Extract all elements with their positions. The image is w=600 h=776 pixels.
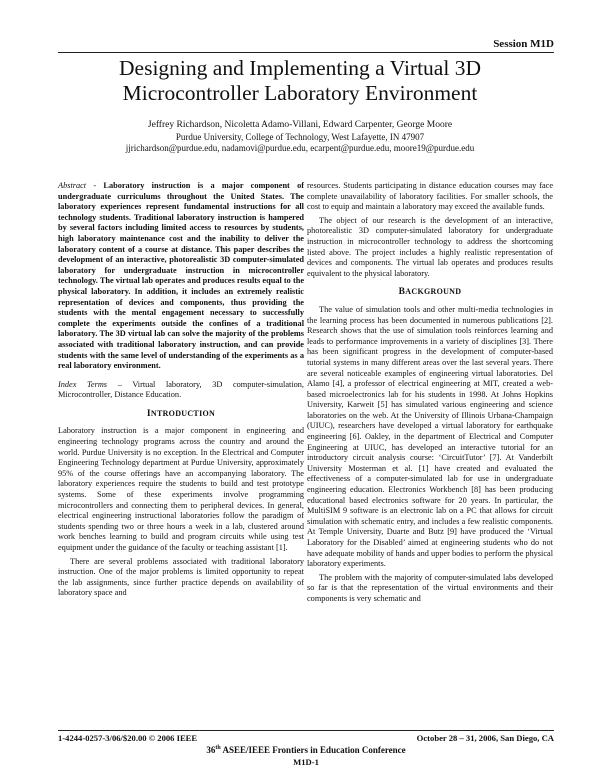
background-paragraph-2: The problem with the majority of computer-simulated labs developed so far is that the representation of the virtual environments and their components is very schematic and	[307, 572, 553, 603]
footer-rule	[58, 730, 554, 731]
index-terms-text: – Virtual laboratory, 3D computer-simulation, Microcontroller, Distance Education.	[58, 379, 305, 400]
background-paragraph-1: The value of simulation tools and other multi-media technologies in the learning process has been documented in numerous publications [2]. Research shows that the use of simulation tools reinforces learning and leads to performance improvements in a variety of disciplines [3]. There has been significant progress in the development of computer-based tutorial systems in many different areas over the last several years. There are several noticeable examples of engineering virtual laboratories. Del Alamo [4], a professor of electrical engineering at MIT, created a web-based microelectronics lab for his students in 1998. At Johns Hopkins University, Karweit [5] has simulated various engineering and science laboratories on the web. At the University of Illinois Urbana-Champaign (UIUC), researchers have developed a virtual laboratory for earthquake engineering [6]. Oakley, in the department of Electrical and Computer Engineering at UIUC, has developed an interactive tutorial for an introductory circuit analysis course: ‘CircuitTutor’ [7]. At Vanderbilt University Mosterman et al. [1] have created and evaluated the effectiveness of a computer-simulated lab for use in undergraduate engineering education. Electronics Workbench [8] has been producing educational based electronics software for 20 years. In particular, the MultiSIM 9 software is an electronic lab on a PC that allows for circuit simulation with schematic entry, and includes a few realistic components. At Temple University, Duarte and Butz [9] have produced the ‘Virtual Laboratory for the Disabled’ aimed at engineering students who do not have adequate mobility of hands and upper bodies to perform the physical laboratory experiments.	[307, 304, 553, 569]
index-terms	[58, 380, 304, 401]
section-heading-introduction: INTRODUCTION	[146, 408, 216, 419]
session-label: Session M1D	[493, 38, 554, 50]
header-rule	[58, 52, 554, 53]
author-emails: jjrichardson@purdue.edu, nadamovi@purdue.edu, ecarpent@purdue.edu, moore19@purdue.edu	[125, 143, 475, 153]
footer-date: October 28 – 31, 2006, San Diego, CA	[416, 733, 554, 743]
abstract-lead: Abstract -	[58, 181, 97, 190]
title-line-2: Microcontroller Laboratory Environment	[122, 81, 478, 105]
left-column	[58, 181, 304, 602]
abstract	[58, 181, 304, 372]
intro-continued-paragraph: resources. Students participating in distance education courses may face complete unavailability of laboratory facilities. For smaller schools, the cost to equip and maintain a laboratory may exceed the available funds.	[307, 181, 553, 212]
footer-conference: 36th ASEE/IEEE Frontiers in Education Conference	[206, 745, 406, 755]
intro-paragraph-2: There are several problems associated with traditional laboratory instruction. One of the major problems is limited opportunity to repeat the lab assignments, since further practice depends on availability of laboratory space and	[58, 556, 304, 598]
paper-title	[40, 56, 560, 106]
affiliation: Purdue University, College of Technology, West Lafayette, IN 47907	[175, 132, 425, 142]
footer-top-row	[58, 733, 554, 743]
footer-isbn: 1-4244-0257-3/06/$20.00 © 2006 IEEE	[58, 733, 198, 743]
objective-paragraph: The object of our research is the development of an interactive, photorealistic 3D computer-simulated laboratory for undergraduate instruction in microcontroller technology to address the shortcoming listed above. The project includes a highly realistic representation of devices and components. The virtual lab operates and produces results equivalent to the physical laboratory.	[307, 215, 553, 278]
index-terms-lead: Index Terms	[58, 379, 108, 389]
author-names: Jeffrey Richardson, Nicoletta Adamo-Villani, Edward Carpenter, George Moore	[147, 120, 453, 130]
right-column	[307, 181, 553, 608]
author-block	[40, 120, 560, 154]
intro-paragraph-1: Laboratory instruction is a major component in engineering and engineering technology programs across the country and around the world. Purdue University is no exception. In the Electrical and Computer Engineering Technology department at Purdue University, approximately 95% of the course offerings have an accompanying laboratory. The laboratory experiences require the students to build and test prototype systems. Some of these experiments involve programming microcontrollers and connecting them to peripheral devices. In general, electrical engineering instructional laboratories follow the paradigm of students spending two or three hours a week in a lab, clustered around work benches learning to build and program circuits while using test equipment under the guidance of the faculty or teaching assistant [1].	[58, 426, 304, 552]
section-heading-background: BACKGROUND	[398, 287, 462, 298]
page-number: M1D-1	[293, 757, 319, 767]
title-line-1: Designing and Implementing a Virtual 3D	[119, 56, 481, 80]
abstract-text: Laboratory instruction is a major component of undergraduate curriculums throughout the United States. The laboratory experiences represent fundamental instructions for all technology students. Traditional laboratory instruction is hampered by several factors including limited access to resources by students, high laboratory maintenance cost and the inability to deliver the laboratory content of a course at distance. This paper describes the development of an interactive, photorealistic 3D computer-simulated laboratory for undergraduate instruction in microcontroller technology. The virtual lab operates and produces results equal to the physical laboratory. In addition, it includes an extremely realistic representation of devices and components, thus providing the students with the mental engagement necessary to successfully complete the experiments outside the confines of a traditional laboratory. The 3D virtual lab can solve the majority of the problems associated with traditional laboratory instruction, and can provide students with the same level of understanding of the experiments as a real laboratory environment.	[58, 181, 304, 371]
